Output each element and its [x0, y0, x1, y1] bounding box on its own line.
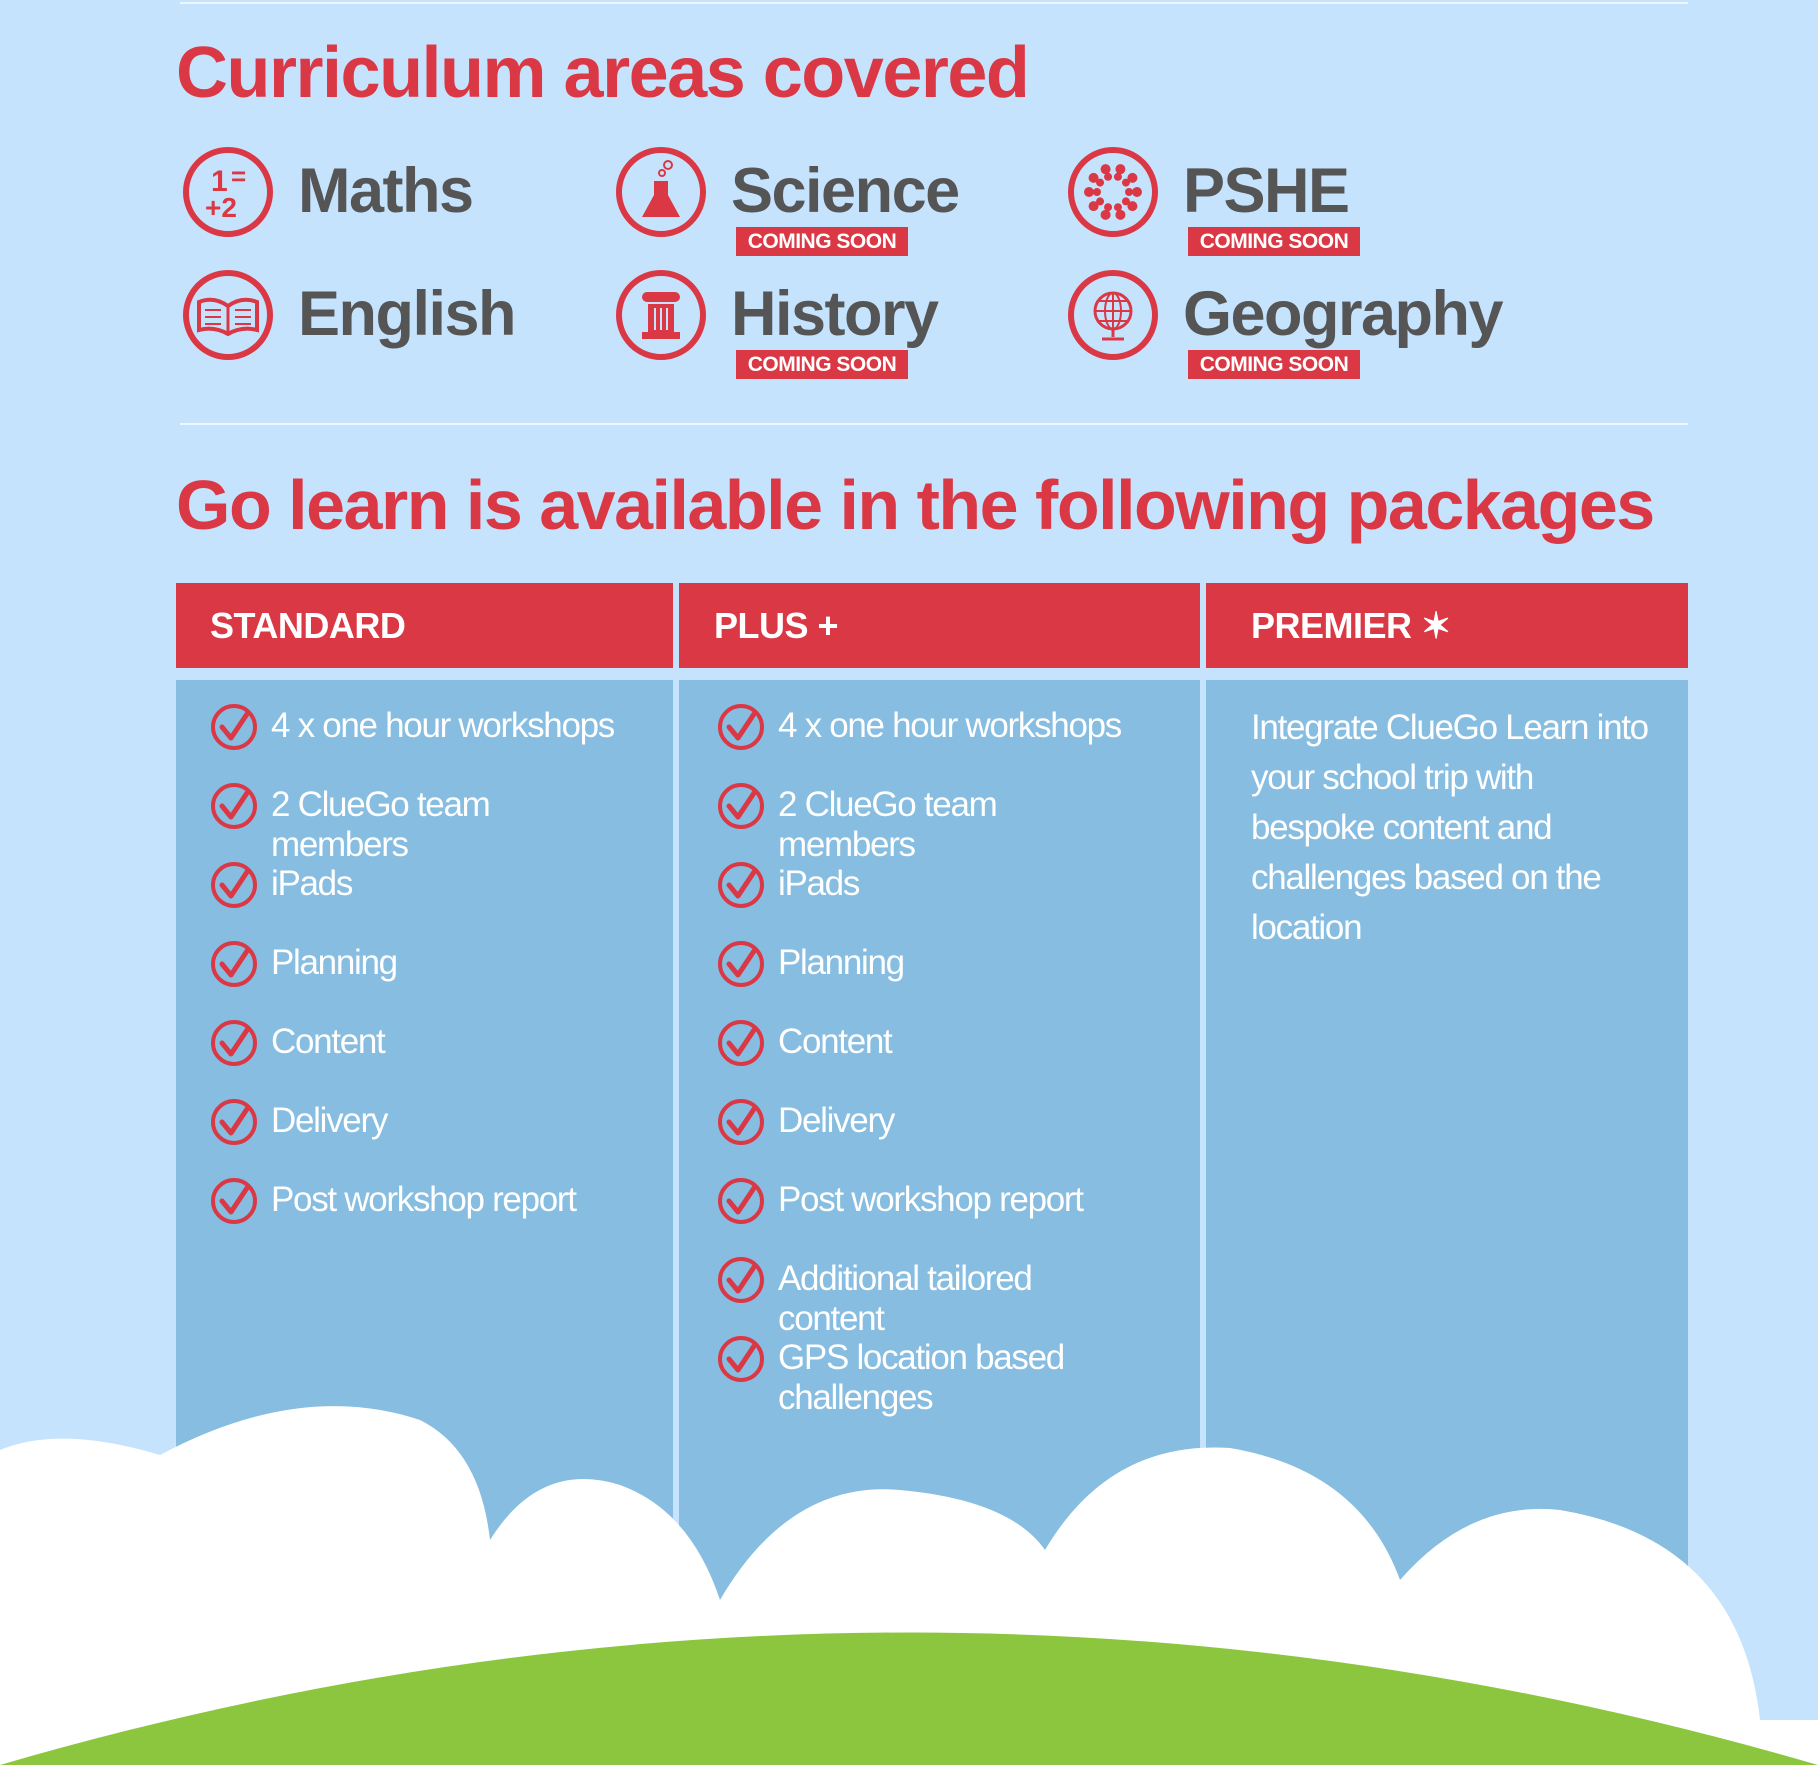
feature-text: Post workshop report — [271, 1180, 576, 1219]
feature-text: Delivery — [271, 1101, 388, 1140]
people-circle-icon — [1066, 145, 1160, 239]
feature-item — [716, 1016, 1136, 1076]
check-circle-icon — [716, 1097, 766, 1147]
premier-description: Integrate ClueGo Learn into your school trip with bespoke content and challenges based on the location — [1251, 708, 1648, 947]
standard-header — [176, 583, 673, 668]
feature-item — [209, 1016, 629, 1076]
feature-text: Content — [271, 1022, 385, 1061]
feature-item — [716, 1095, 1136, 1155]
feature-item — [209, 700, 629, 760]
subject-label: History — [731, 279, 938, 349]
check-circle-icon — [716, 1176, 766, 1226]
check-circle-icon — [209, 1176, 259, 1226]
feature-text: Additional tailored content — [778, 1259, 1032, 1338]
packages-title: Go learn is available in the following packages — [176, 466, 1654, 544]
star-icon: ✶ — [1421, 605, 1451, 646]
feature-item — [209, 779, 629, 864]
feature-text: Post workshop report — [778, 1180, 1083, 1219]
feature-text: 2 ClueGo team members — [271, 785, 490, 864]
svg-text:1: 1 — [211, 165, 228, 198]
numbers-icon — [181, 145, 275, 239]
svg-text:=: = — [231, 161, 247, 191]
check-circle-icon — [716, 1255, 766, 1305]
book-icon — [181, 268, 275, 362]
feature-item — [716, 700, 1136, 760]
feature-item — [716, 1253, 1136, 1338]
flask-icon — [614, 145, 708, 239]
feature-text: Content — [778, 1022, 892, 1061]
check-circle-icon — [209, 860, 259, 910]
curriculum-title: Curriculum areas covered — [176, 33, 1029, 113]
feature-text: 4 x one hour workshops — [778, 706, 1122, 745]
subject-label: Maths — [298, 156, 473, 226]
top-divider — [180, 2, 1688, 4]
check-circle-icon — [716, 1018, 766, 1068]
feature-text: Delivery — [778, 1101, 895, 1140]
column-icon — [614, 268, 708, 362]
subject-label: English — [298, 279, 516, 349]
check-circle-icon — [716, 781, 766, 831]
check-circle-icon — [716, 702, 766, 752]
coming-soon-badge: COMING SOON — [1188, 227, 1360, 256]
check-circle-icon — [209, 1018, 259, 1068]
check-circle-icon — [209, 781, 259, 831]
feature-item — [209, 858, 629, 918]
feature-text: Planning — [778, 943, 904, 982]
check-circle-icon — [716, 1334, 766, 1384]
check-circle-icon — [716, 860, 766, 910]
feature-item — [716, 779, 1136, 864]
coming-soon-badge: COMING SOON — [1188, 350, 1360, 379]
standard-label: STANDARD — [210, 605, 406, 646]
feature-item — [209, 937, 629, 997]
check-circle-icon — [716, 939, 766, 989]
feature-text: GPS location based challenges — [778, 1338, 1064, 1417]
feature-item — [209, 1174, 629, 1234]
subject-label: Geography — [1183, 279, 1503, 349]
plus-label: PLUS + — [714, 605, 839, 646]
plus-header — [679, 583, 1200, 668]
feature-text: 4 x one hour workshops — [271, 706, 615, 745]
check-circle-icon — [209, 939, 259, 989]
check-circle-icon — [209, 702, 259, 752]
feature-item — [716, 858, 1136, 918]
globe-icon — [1066, 268, 1160, 362]
feature-text: iPads — [271, 864, 353, 903]
coming-soon-badge: COMING SOON — [736, 227, 908, 256]
premier-label: PREMIER — [1251, 605, 1412, 646]
feature-text: iPads — [778, 864, 860, 903]
premier-header — [1206, 583, 1688, 668]
subject-label: Science — [731, 156, 959, 226]
feature-item — [716, 1174, 1136, 1234]
section-divider — [180, 423, 1688, 425]
feature-item — [716, 937, 1136, 997]
svg-text:+2: +2 — [205, 192, 237, 223]
clouds-and-hill — [0, 1380, 1818, 1765]
check-circle-icon — [209, 1097, 259, 1147]
feature-text: Planning — [271, 943, 397, 982]
feature-text: 2 ClueGo team members — [778, 785, 997, 864]
coming-soon-badge: COMING SOON — [736, 350, 908, 379]
subject-label: PSHE — [1183, 156, 1349, 226]
feature-item — [209, 1095, 629, 1155]
